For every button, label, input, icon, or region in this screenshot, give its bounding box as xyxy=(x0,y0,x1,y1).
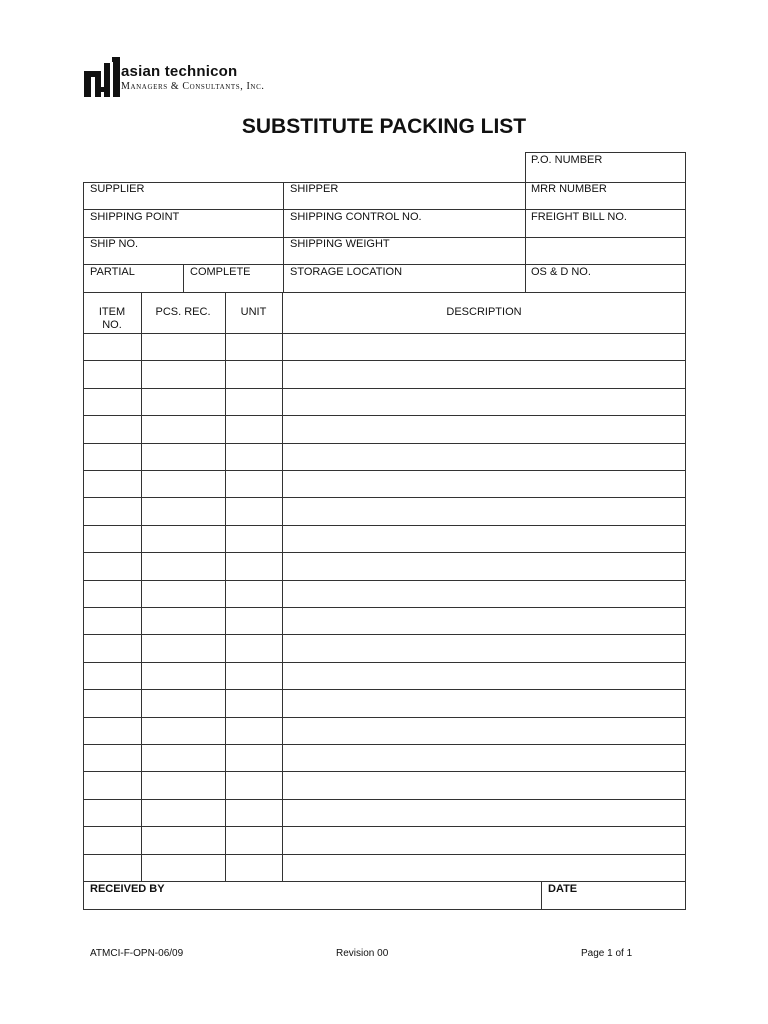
mrr-number-field[interactable]: MRR NUMBER xyxy=(531,183,607,195)
table-row xyxy=(83,497,686,498)
table-row xyxy=(83,607,686,608)
shipping-weight-field[interactable]: SHIPPING WEIGHT xyxy=(290,238,390,250)
table-row xyxy=(83,443,686,444)
table-row xyxy=(83,689,686,690)
supplier-field[interactable]: SUPPLIER xyxy=(90,183,145,195)
table-row xyxy=(83,634,686,635)
shipper-field[interactable]: SHIPPER xyxy=(290,183,339,195)
page-title: SUBSTITUTE PACKING LIST xyxy=(241,115,527,138)
table-row xyxy=(83,771,686,772)
table-header-divider xyxy=(83,333,686,334)
signature-section xyxy=(83,881,686,910)
table-row xyxy=(83,854,686,855)
table-row xyxy=(83,415,686,416)
column-header-item-no: ITEM NO. xyxy=(98,306,126,331)
company-name: asian technicon xyxy=(121,63,238,80)
atmci-monogram-icon xyxy=(84,57,120,97)
date-field[interactable]: DATE xyxy=(548,883,578,895)
table-row xyxy=(83,662,686,663)
shipping-point-field[interactable]: SHIPPING POINT xyxy=(90,211,180,223)
table-row xyxy=(83,799,686,800)
table-row xyxy=(83,470,686,471)
company-subtitle: Managers & Consultants, Inc. xyxy=(121,81,265,92)
column-header-pcs-rec: PCS. REC. xyxy=(155,306,211,318)
table-row xyxy=(83,360,686,361)
po-number-label: P.O. NUMBER xyxy=(531,154,603,166)
partial-field[interactable]: PARTIAL xyxy=(90,266,135,278)
ship-no-field[interactable]: SHIP NO. xyxy=(90,238,139,250)
table-row xyxy=(83,388,686,389)
complete-field[interactable]: COMPLETE xyxy=(190,266,251,278)
shipping-control-no-field[interactable]: SHIPPING CONTROL NO. xyxy=(290,211,422,223)
po-number-field[interactable] xyxy=(525,152,686,183)
column-header-unit: UNIT xyxy=(240,306,267,318)
revision: Revision 00 xyxy=(336,948,389,959)
table-row xyxy=(83,744,686,745)
table-row xyxy=(83,552,686,553)
form-code: ATMCI-F-OPN-06/09 xyxy=(90,948,184,959)
os-d-no-field[interactable]: OS & D NO. xyxy=(531,266,591,278)
table-row xyxy=(83,525,686,526)
table-row xyxy=(83,826,686,827)
received-by-field[interactable]: RECEIVED BY xyxy=(90,883,165,895)
page-number: Page 1 of 1 xyxy=(581,948,633,959)
column-header-description: DESCRIPTION xyxy=(446,306,522,318)
freight-bill-no-field[interactable]: FREIGHT BILL NO. xyxy=(531,211,627,223)
storage-location-field[interactable]: STORAGE LOCATION xyxy=(290,266,403,278)
table-row xyxy=(83,717,686,718)
table-row xyxy=(83,580,686,581)
company-logo xyxy=(84,57,324,99)
